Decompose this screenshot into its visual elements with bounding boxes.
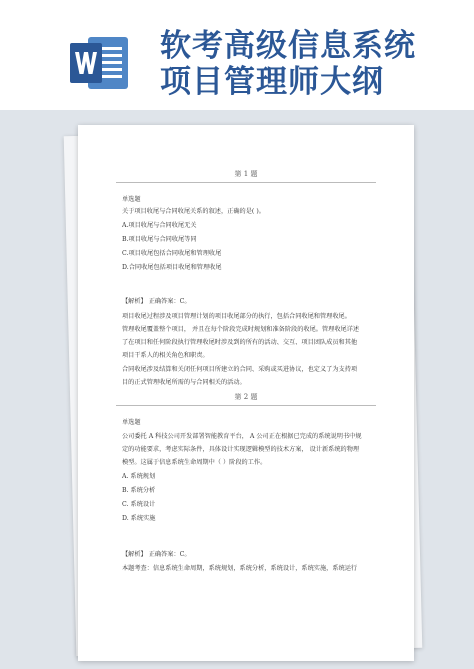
divider — [116, 405, 376, 406]
question-1-analysis-line: 目的正式管理收尾所需的与合同相关的活动。 — [122, 379, 246, 386]
question-1-option-b: B.项目收尾与合同收尾等同 — [122, 236, 197, 243]
question-1-analysis-line: 项目收尾过程涉及项目管理计划的项目收尾部分的执行，包括合同收尾和管理收尾。 — [122, 313, 351, 320]
title-line-2: 项目管理师大纲 — [160, 64, 384, 100]
question-2-answer: 【解析】 正确答案：C。 — [122, 551, 191, 558]
document-banner — [0, 0, 474, 110]
question-1-analysis-line: 管理收尾覆盖整个项目， 并且在每个阶段完成时规划和准备阶段的收尾。管理收尾详述 — [122, 326, 360, 333]
question-2-stem-line: 公司委托 A 科技公司开发部署智能教育平台， A 公司正在根据已完成的系统说明书中规 — [122, 433, 362, 440]
divider — [116, 182, 376, 183]
word-icon — [70, 37, 128, 89]
question-1-option-c: C.项目收尾包括合同收尾和管理收尾 — [122, 250, 222, 257]
question-1-answer: 【解析】 正确答案：C。 — [122, 298, 191, 305]
question-1-analysis-line: 项目干系人的相关角色和职责。 — [122, 352, 209, 359]
question-1-type: 单选题 — [122, 196, 141, 203]
question-2-analysis-line: 本题考查：信息系统生命周期，系统规划，系统分析，系统设计，系统实施，系统运行 — [122, 565, 358, 572]
question-1-header: 第 1 题 — [234, 170, 258, 178]
question-2-stem-line: 模型。这属于信息系统生命周期中（ ）阶段的工作。 — [122, 459, 267, 466]
question-2-type: 单选题 — [122, 419, 141, 426]
question-2-stem-line: 定的功能要求，考虑实际条件，具体设计实现逻辑模型的技术方案， 设计新系统的物理 — [122, 446, 360, 453]
question-1-option-a: A.项目收尾与合同收尾无关 — [122, 222, 197, 229]
question-1-stem: 关于项目收尾与合同收尾关系的叙述，正确的是( )。 — [122, 208, 265, 215]
question-2-option-d: D. 系统实施 — [122, 515, 156, 522]
question-2-option-b: B. 系统分析 — [122, 487, 156, 494]
title-line-1: 软考高级信息系统 — [160, 28, 416, 64]
question-2-option-a: A. 系统规划 — [122, 473, 156, 480]
question-2-option-c: C. 系统设计 — [122, 501, 156, 508]
question-2-header: 第 2 题 — [234, 393, 258, 401]
question-1-option-d: D.合同收尾包括项目收尾和管理收尾 — [122, 264, 222, 271]
document-page — [78, 125, 414, 661]
question-1-analysis-line: 了在项目和任何阶段执行管理收尾时涉及到的所有的活动、交互、项目团队成员和其他 — [122, 339, 358, 346]
question-1-analysis-line: 合同收尾涉及结算和关闭任何项目所建立的合同、采购或买进协议，也定义了为支持项 — [122, 366, 358, 373]
document-title — [160, 28, 460, 100]
